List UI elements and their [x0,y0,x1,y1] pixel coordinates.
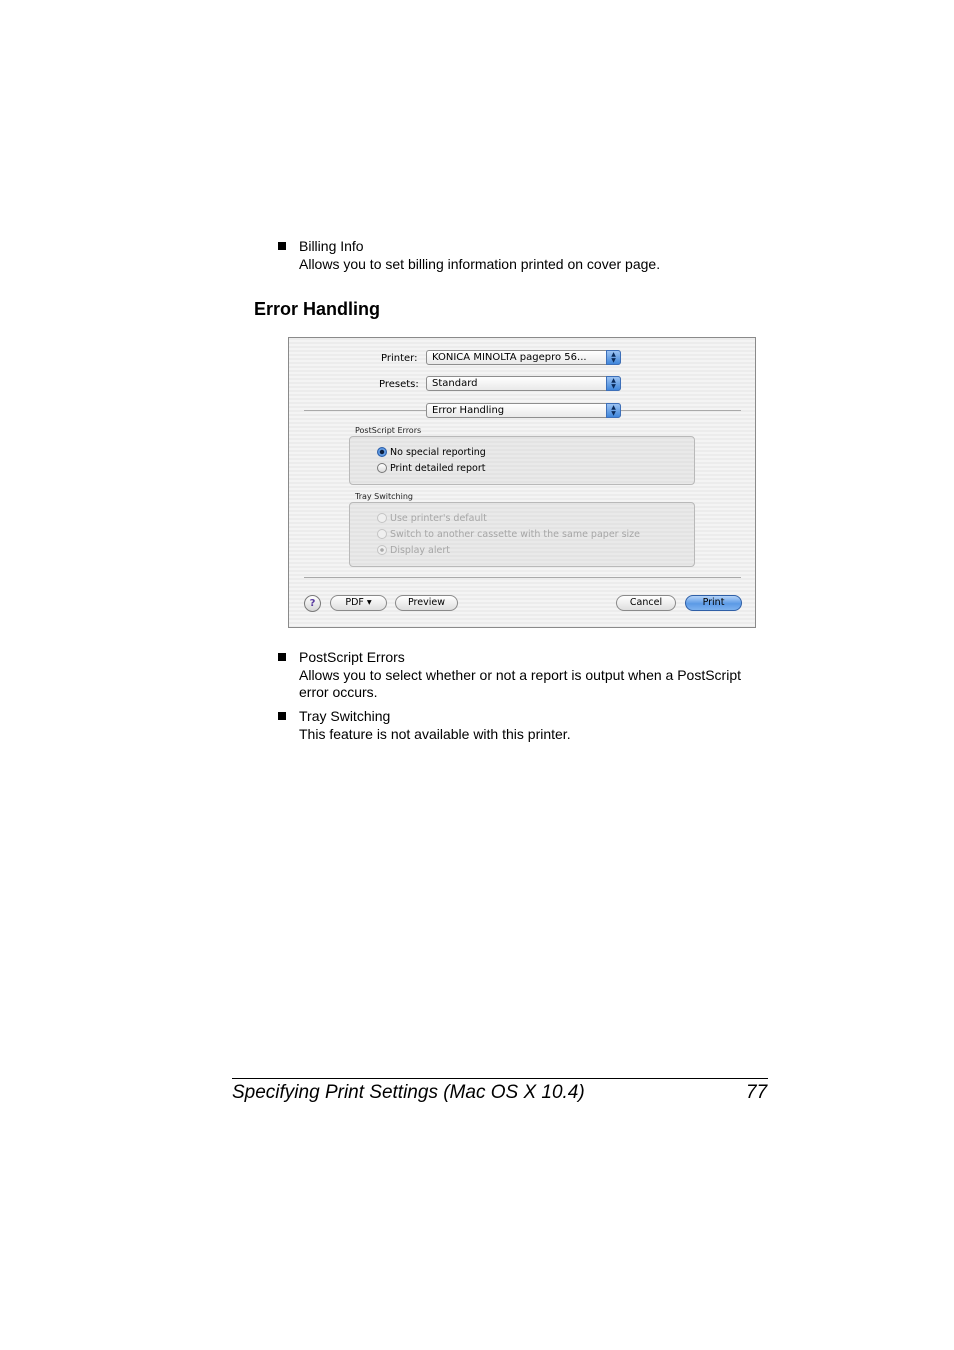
separator-right [621,410,741,411]
print-button[interactable]: Print [685,595,742,611]
presets-value: Standard [432,378,478,389]
panel-popup[interactable] [426,403,621,418]
radio-no-special-reporting[interactable] [377,447,486,459]
tray-switching-group-label: Tray Switching [355,492,413,501]
preview-button[interactable]: Preview [395,595,458,611]
bullet-marker [278,653,286,661]
radio-unselected-icon [377,463,387,473]
popup-arrows-icon: ▲ ▼ [606,403,621,418]
radio-disabled-icon [377,529,387,539]
footer-title: Specifying Print Settings (Mac OS X 10.4) [232,1082,585,1103]
printer-value: KONICA MINOLTA pagepro 56... [432,352,587,363]
popup-arrows-icon: ▲ ▼ [606,350,621,365]
radio-label: Display alert [390,545,450,556]
presets-popup[interactable] [426,376,621,391]
radio-print-detailed-report[interactable] [377,463,485,475]
panel-value: Error Handling [432,405,505,416]
footer-rule [232,1078,768,1079]
section-heading: Error Handling [254,299,381,319]
bottom-separator [304,577,741,578]
radio-display-alert[interactable] [377,545,450,557]
billing-info-title: Billing Info [299,238,364,254]
help-button[interactable]: ? [304,595,321,612]
presets-label: Presets: [379,379,419,390]
tray-switching-group [349,502,695,567]
print-dialog [288,337,756,628]
popup-arrows-icon: ▲ ▼ [606,376,621,391]
billing-info-description: Allows you to set billing information printed on cover page. [299,256,661,272]
pdf-button[interactable]: PDF ▾ [330,595,387,611]
radio-use-printers-default[interactable] [377,513,487,525]
postscript-errors-group [349,436,695,485]
postscript-errors-group-label: PostScript Errors [355,426,422,435]
bullet-marker [278,242,286,250]
cancel-button[interactable]: Cancel [616,595,676,611]
radio-label: Print detailed report [390,463,486,474]
radio-label: No special reporting [390,447,486,458]
radio-label: Use printer's default [390,513,487,524]
radio-label: Switch to another cassette with the same paper size [390,529,641,540]
tray-switching-description: This feature is not available with this printer. [299,726,571,742]
printer-popup[interactable] [426,350,621,365]
postscript-errors-description-1: Allows you to select whether or not a report is output when a PostScript [299,667,742,683]
radio-disabled-icon [377,513,387,523]
printer-label: Printer: [381,353,418,364]
tray-switching-title: Tray Switching [299,708,391,724]
radio-switch-cassette[interactable] [377,529,640,541]
postscript-errors-title: PostScript Errors [299,649,405,665]
radio-selected-icon [377,447,387,457]
bullet-marker [278,712,286,720]
page-number: 77 [746,1082,768,1103]
separator-left [304,410,426,411]
radio-disabled-selected-icon [377,545,387,555]
postscript-errors-description-2: error occurs. [299,684,378,700]
